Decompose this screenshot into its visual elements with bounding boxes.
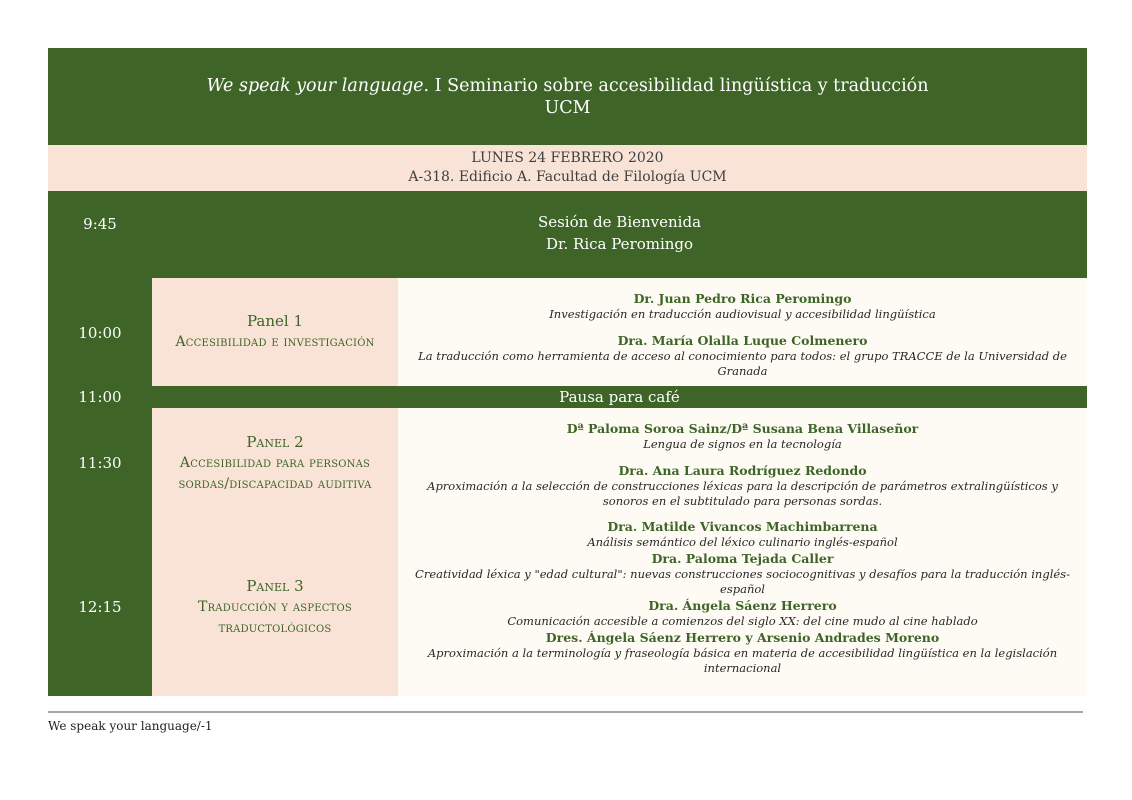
talk-speaker: Dra. Ana Laura Rodríguez Redondo: [618, 463, 867, 478]
welcome-time: 9:45: [83, 215, 117, 233]
talk-title: Creatividad léxica y "edad cultural": nuevas construcciones sociocognitivas y desafíos para la traducción inglés-español: [415, 567, 1070, 596]
venue-line: A-318. Edificio A. Facultad de Filología UCM: [408, 169, 727, 185]
footer-text: We speak your language/-1: [48, 719, 213, 733]
panel2-talks: [398, 408, 1087, 518]
panel3-subtitle-1: Traducción y aspectos: [198, 598, 352, 615]
talk-title: Aproximación a la terminología y fraseología básica en materia de accesibilidad lingüística en la legislación internacional: [427, 646, 1058, 675]
talk-speaker: Dr. Juan Pedro Rica Peromingo: [633, 291, 852, 306]
talk-item: [398, 290, 1087, 322]
date-bar: [48, 145, 1087, 191]
panel1-subtitle: Accesibilidad e investigación: [175, 334, 375, 350]
welcome-title: Sesión de Bienvenida: [537, 213, 702, 231]
talk-item: [398, 629, 1087, 676]
talk-title: Comunicación accesible a comienzos del siglo XX: del cine mudo al cine hablado: [507, 614, 978, 628]
talk-title: Análisis semántico del léxico culinario inglés-español: [587, 535, 898, 549]
talk-title: Aproximación a la selección de construcciones léxicas para la descripción de parámetros extralingüísticos y sonoros en el subtitulado para personas sordas.: [427, 479, 1058, 508]
talk-item: [398, 462, 1087, 509]
talk-item: [398, 420, 1087, 452]
header-subtitle: UCM: [544, 97, 591, 118]
talk-item: [398, 550, 1087, 597]
talk-speaker: Dra. María Olalla Luque Colmenero: [617, 333, 868, 348]
talk-item: [398, 332, 1087, 379]
header-title-italic: We speak your language: [206, 75, 424, 96]
panel3-title: Panel 3: [246, 576, 304, 595]
break-label: Pausa para café: [559, 388, 680, 406]
welcome-row: [48, 191, 1087, 278]
panel2-cell: [152, 408, 398, 518]
panel1-title: Panel 1: [246, 312, 303, 330]
header-banner: [48, 48, 1087, 145]
talk-title: Investigación en traducción audiovisual y accesibilidad lingüística: [549, 307, 936, 321]
panel3-cell: [152, 518, 398, 696]
talk-speaker: Dra. Ángela Sáenz Herrero: [648, 598, 837, 613]
panel3-time: 12:15: [78, 598, 122, 616]
panel2-title: Panel 2: [246, 432, 304, 451]
panel2-time: 11:30: [78, 454, 122, 472]
date-line: LUNES 24 FEBRERO 2020: [471, 150, 664, 166]
talk-speaker: Dra. Matilde Vivancos Machimbarrena: [607, 519, 878, 534]
welcome-host: Dr. Rica Peromingo: [545, 235, 694, 253]
talk-title: Lengua de signos en la tecnología: [643, 437, 842, 451]
panel3-subtitle-2: traductológicos: [218, 619, 332, 636]
welcome-session: [152, 211, 1087, 255]
panel2-subtitle-2: sordas/discapacidad auditiva: [178, 475, 372, 492]
talk-title: La traducción como herramienta de acceso al conocimiento para todos: el grupo TRACCE de la Universidad de Granada: [418, 349, 1067, 378]
panel1-talks: [398, 278, 1087, 386]
panel1-time: 10:00: [78, 324, 122, 342]
talk-speaker: Dres. Ángela Sáenz Herrero y Arsenio Andrades Moreno: [545, 630, 940, 645]
header-title: [207, 75, 929, 97]
talk-item: [398, 597, 1087, 629]
break-time: 11:00: [78, 388, 122, 406]
footer-divider: [48, 711, 1083, 713]
break-row: [48, 386, 1087, 408]
panel1-cell: [152, 278, 398, 386]
panel3-talks: [398, 518, 1087, 696]
panel2-subtitle-1: Accesibilidad para personas: [179, 454, 371, 471]
header-title-rest: . I Seminario sobre accesibilidad lingüística y traducción: [423, 75, 929, 96]
talk-speaker: Dra. Paloma Tejada Caller: [651, 551, 834, 566]
talk-item: [398, 518, 1087, 550]
talk-speaker: Dª Paloma Soroa Sainz/Dª Susana Bena Villaseñor: [566, 421, 919, 436]
